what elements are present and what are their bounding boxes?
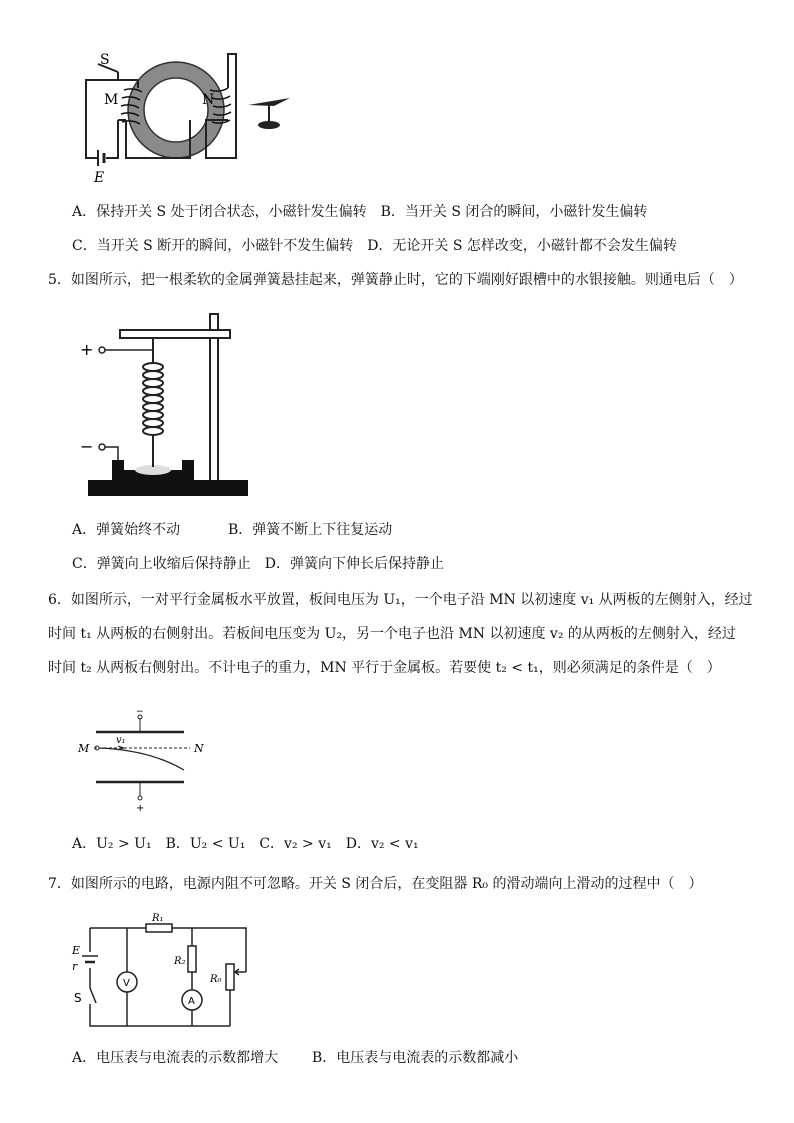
q7-option-b: B．电压表与电流表的示数都减小 [312,1050,519,1066]
q5-spring-diagram [78,312,258,502]
q5-options-row-1 [72,520,392,540]
label-r2: R₂ [174,956,186,967]
label-m: M [78,742,90,755]
q5-option-c: C．弹簧向上收缩后保持静止 [72,556,251,572]
q6-option-d: D．v₂ < v₁ [345,836,419,852]
q5-stem: 5．如图所示，把一根柔软的金属弹簧悬挂起来，弹簧静止时，它的下端刚好跟槽中的水银接触。则通电后（ ） [48,272,743,288]
q6-stem-line-2: 时间 t₁ 从两板的右侧射出。若板间电压变为 U₂，另一个电子也沿 MN 以初速度 v₂ 的从两板的左侧射入，经过 [48,626,736,642]
q4-options-row-2 [72,236,677,256]
spring [143,363,163,435]
q5-option-a: A．弹簧始终不动 [72,522,181,538]
label-plus: + [136,803,145,814]
q6-plates-diagram [70,710,220,820]
q7-options-row-1 [72,1048,518,1068]
q6-figure [70,710,220,820]
resistor-r1 [146,924,172,932]
q6-stem-line-1: 6．如图所示，一对平行金属板水平放置，板间电压为 U₁，一个电子沿 MN 以初速度 v₁ 从两板的左侧射入，经过 [48,592,753,608]
label-minus: − [80,437,94,456]
q4-figure [78,50,308,190]
q5-option-d: D．弹簧向下伸长后保持静止 [264,556,444,572]
stand-pole [210,314,218,486]
q7-stem: 7．如图所示的电路，电源内阻不可忽略。开关 S 闭合后，在变阻器 R₀ 的滑动端向上滑动的过程中（ ） [48,876,703,892]
q7-circuit-diagram [70,912,260,1032]
label-r1: R₁ [152,913,164,924]
q5-figure [78,312,258,502]
q4-option-d: D．无论开关 S 怎样改变，小磁针都不会发生偏转 [367,238,677,254]
q4-circuit-diagram [78,50,308,190]
label-e: E [72,944,81,957]
q4-option-c: C．当开关 S 断开的瞬间，小磁针不发生偏转 [72,238,354,254]
q6-option-a: A．U₂ > U₁ [72,836,152,852]
q7-figure [70,912,260,1032]
label-minus: − [136,710,144,717]
base [88,480,248,496]
label-m: M [104,92,119,108]
stand-arm [120,330,230,338]
label-e: E [94,170,105,186]
rheostat-r0 [226,964,234,990]
electron-path [99,748,184,770]
resistor-r2 [188,946,196,972]
q6-option-b: B．U₂ < U₁ [165,836,246,852]
q4-options-row-1 [72,202,647,222]
label-s: S [100,52,110,68]
label-r: r [72,960,78,973]
label-n: N [194,742,204,755]
q5-options-row-2 [72,554,444,574]
switch [90,988,96,1003]
q6-option-c: C．v₂ > v₁ [259,836,332,852]
label-a: A [188,996,195,1007]
label-r0: R₀ [210,974,222,985]
label-n: N [202,92,215,108]
q6-stem-line-3: 时间 t₂ 从两板右侧射出。不计电子的重力，MN 平行于金属板。若要使 t₂ < t₁，则必须满足的条件是（ ） [48,660,721,676]
q5-option-b: B．弹簧不断上下往复运动 [228,522,393,538]
q6-options-row [72,834,419,854]
q7-option-a: A．电压表与电流表的示数都增大 [72,1050,279,1066]
label-v1: v₁ [116,735,126,746]
label-v: V [123,978,130,989]
label-s: S [74,991,82,1005]
label-plus: + [80,340,94,359]
q4-option-a: A．保持开关 S 处于闭合状态，小磁针发生偏转 [72,204,367,220]
q4-option-b: B．当开关 S 闭合的瞬间，小磁针发生偏转 [380,204,648,220]
